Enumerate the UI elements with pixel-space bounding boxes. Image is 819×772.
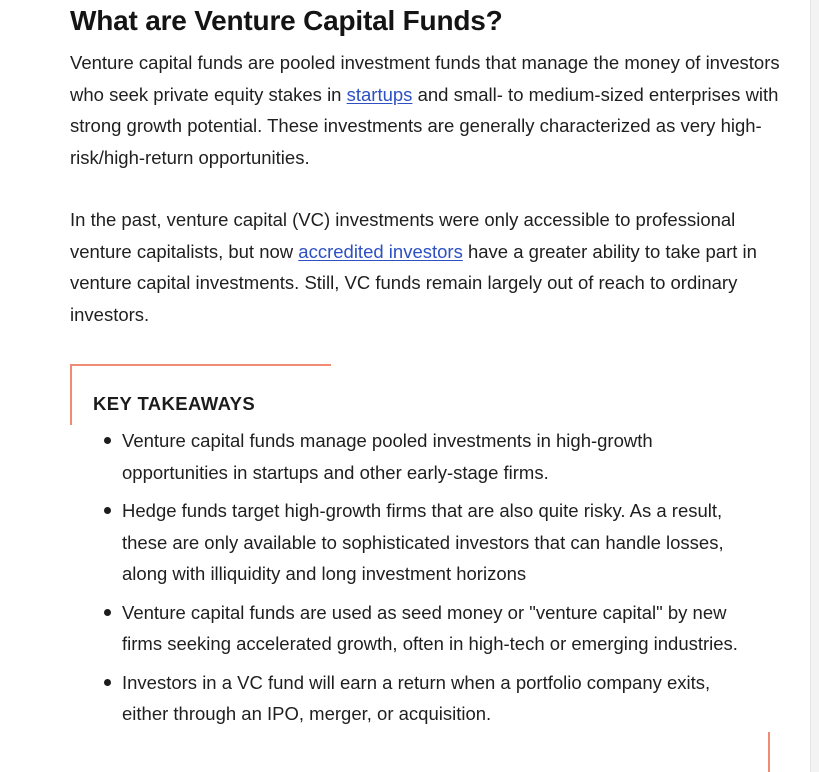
article-content: [70, 0, 782, 330]
takeaway-list: [122, 425, 742, 737]
intro-paragraph: [70, 47, 782, 173]
key-takeaways-title: KEY TAKEAWAYS: [93, 393, 256, 414]
startups-link[interactable]: startups: [346, 83, 413, 105]
scrollbar-track[interactable]: [810, 0, 819, 772]
takeaways-left-border: [70, 364, 72, 425]
intro-text-end: and small- to medium-sized enterprises with strong growth potential. These investments are generally characterized as very high-risk/high-return opportunities.: [70, 83, 779, 168]
history-text-start: In the past, venture capital (VC) investments were only accessible to professional venture capitalists, but now: [70, 209, 736, 262]
takeaway-item: Investors in a VC fund will earn a return when a portfolio company exits, either through an IPO, merger, or acquisition.: [122, 667, 742, 730]
takeaways-right-border: [768, 732, 770, 772]
accredited-investors-link[interactable]: accredited investors: [298, 240, 463, 262]
history-paragraph: [70, 204, 782, 330]
section-heading: What are Venture Capital Funds?: [70, 5, 503, 36]
takeaway-item: Venture capital funds manage pooled investments in high-growth opportunities in startups and other early-stage firms.: [122, 425, 742, 488]
history-text-end: have a greater ability to take part in venture capital investments. Still, VC funds remain largely out of reach to ordinary investors.: [70, 240, 757, 325]
key-takeaways-box: [70, 364, 770, 772]
takeaway-item: Venture capital funds are used as seed money or "venture capital" by new firms seeking accelerated growth, often in high-tech or emerging industries.: [122, 597, 742, 660]
takeaways-top-border: [70, 364, 331, 366]
intro-text-start: Venture capital funds are pooled investment funds that manage the money of investors who seek private equity stakes in: [70, 52, 780, 105]
takeaway-item: Hedge funds target high-growth firms that are also quite risky. As a result, these are only available to sophisticated investors that can handle losses, along with illiquidity and long investment horizons: [122, 495, 742, 590]
